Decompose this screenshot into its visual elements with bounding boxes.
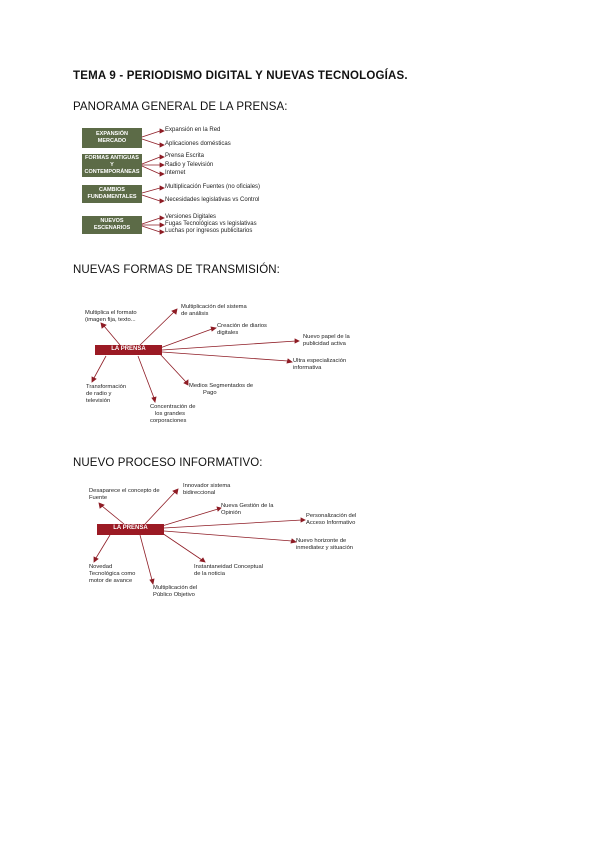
node-line: motor de avance (89, 578, 133, 584)
proceso-node (89, 488, 160, 502)
connector (140, 535, 152, 580)
node-line: Novedad (89, 564, 113, 570)
node-line: Multiplicación del (153, 585, 198, 591)
node-line: de la noticia (194, 571, 225, 577)
node-line: (imagen fija, texto... (85, 317, 136, 323)
node-line: Personalización del (306, 513, 357, 519)
box-label: FUNDAMENTALES (87, 194, 137, 200)
connector (162, 509, 218, 526)
node-line: Multiplica el formato (85, 310, 137, 316)
panorama-item: Necesidades legislativas vs Control (165, 197, 260, 203)
node-line: bidireccional (183, 490, 216, 496)
panorama-item: Luchas por ingresos publicitarios (165, 228, 253, 234)
node-line: Multiplicación del sistema (181, 304, 247, 310)
node-line: Innovador sistema (183, 483, 231, 489)
box-label: CONTEMPORÁNEAS (84, 169, 140, 175)
box-label: EXPANSIÓN (96, 131, 128, 137)
node-line: Opinión (221, 510, 241, 516)
node-line: informativa (293, 365, 322, 371)
node-line: publicidad activa (303, 341, 346, 347)
connector (164, 520, 302, 528)
panorama-item: Radio y Televisión (165, 162, 214, 168)
node-line: Medios Segmentados de (189, 383, 254, 389)
node-line: los grandes (155, 411, 185, 417)
proceso-node (221, 503, 274, 517)
node-line: Fuente (89, 495, 108, 501)
node-line: Transformación (86, 384, 127, 390)
box-label: MERCADO (97, 138, 127, 144)
section-heading-transmision: NUEVAS FORMAS DE TRANSMISIÓN: (73, 264, 280, 276)
transmision-center: LA PRENSA (95, 345, 162, 355)
panorama-item: Expansión en la Red (165, 127, 221, 133)
panorama-item: Fugas Tecnológicas vs legislativas (165, 221, 257, 227)
proceso-node (153, 585, 197, 599)
panorama-item: Aplicaciones domésticas (165, 141, 231, 147)
connector (162, 533, 202, 560)
node-line: digitales (217, 330, 239, 336)
node-line: Ultra especialización (293, 358, 347, 364)
node-line: Tecnológica como (89, 571, 136, 577)
panorama-item: Internet (165, 170, 186, 176)
section-heading-proceso: NUEVO PROCESO INFORMATIVO: (73, 457, 263, 469)
node-line: Nuevo papel de la (303, 334, 350, 340)
proceso-node (183, 483, 230, 497)
node-line: inmediatez y situación (296, 545, 354, 551)
proceso-node (306, 513, 356, 527)
box-label: CAMBIOS (99, 187, 125, 193)
node-line: Nueva Gestión de la (221, 503, 274, 509)
proceso-node (296, 538, 353, 552)
box-label: ESCENARIOS (93, 225, 131, 231)
node-line: Instantaneidad Conceptual (194, 564, 263, 570)
node-line: corporaciones (150, 418, 187, 424)
box-label: Y (110, 162, 114, 168)
node-line: Creación de diarios (217, 323, 267, 329)
proceso-node (194, 564, 263, 578)
box-label: NUEVOS (100, 218, 124, 224)
proceso-center: LA PRENSA (97, 524, 164, 535)
node-line: Nuevo horizonte de (296, 538, 347, 544)
box-label: FORMAS ANTIGUAS (85, 155, 139, 161)
proceso-node (89, 564, 135, 585)
panorama-item: Prensa Escrita (165, 153, 205, 159)
section-heading-panorama: PANORAMA GENERAL DE LA PRENSA: (73, 101, 288, 113)
page-title: TEMA 9 - PERIODISMO DIGITAL Y NUEVAS TECNOLOGÍAS. (73, 70, 408, 82)
connector (164, 531, 292, 541)
node-line: Público Objetivo (153, 592, 195, 598)
connector (96, 535, 110, 558)
connector (102, 506, 124, 524)
node-line: televisión (86, 398, 111, 404)
node-line: Pago (203, 390, 217, 396)
panorama-item: Versiones Digitales (165, 214, 217, 220)
node-line: Acceso Informativo (306, 520, 356, 526)
node-line: de análisis (181, 311, 209, 317)
node-line: Desaparece el concepto de (89, 488, 160, 494)
node-line: de radio y (86, 391, 112, 397)
panorama-item: Multiplicación Fuentes (no oficiales) (165, 184, 261, 190)
node-line: Concentración de (150, 404, 196, 410)
